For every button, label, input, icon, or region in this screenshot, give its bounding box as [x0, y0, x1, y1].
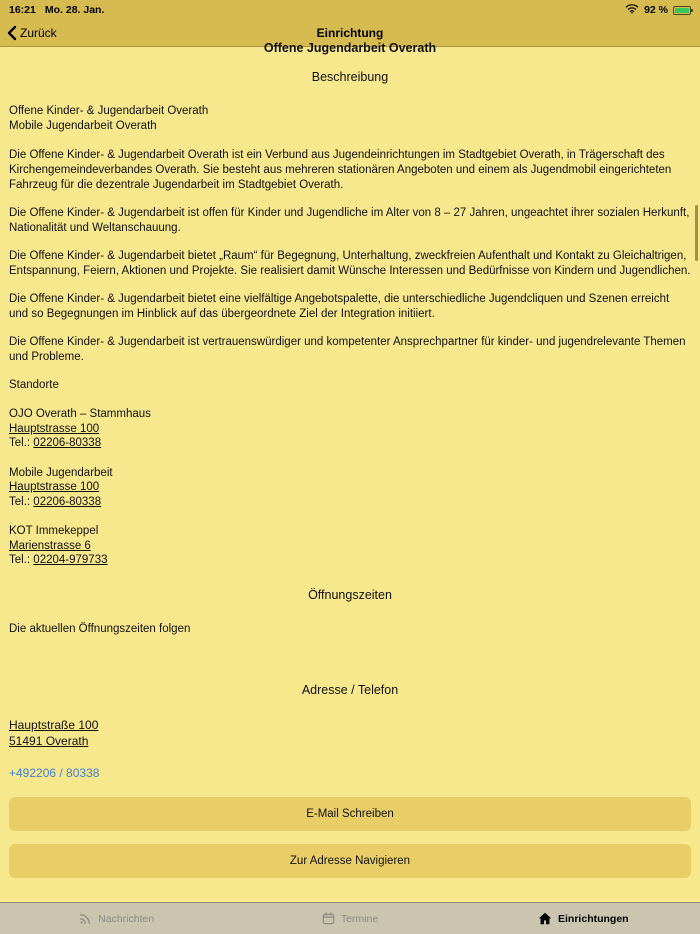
chevron-left-icon	[7, 26, 17, 40]
content-scroll-area[interactable]	[0, 41, 700, 902]
location-name: OJO Overath – Stammhaus	[9, 408, 151, 420]
page-title: Einrichtung	[316, 26, 384, 40]
opening-hours-heading: Öffnungszeiten	[308, 587, 392, 602]
status-date: Mo. 28. Jan.	[44, 4, 105, 16]
feed-icon	[79, 912, 92, 925]
tel-label: Tel.:	[9, 554, 34, 566]
calendar-icon	[322, 912, 335, 925]
tab-termine[interactable]	[233, 903, 466, 934]
tab-label: Nachrichten	[98, 912, 155, 925]
intro-block	[9, 104, 691, 134]
location-name: KOT Immekeppel	[9, 525, 99, 537]
address-block	[9, 717, 691, 749]
status-bar	[0, 0, 700, 20]
location-tel-link[interactable]: 02206-80338	[33, 495, 102, 508]
battery-icon	[673, 6, 691, 15]
description-paragraph: Die Offene Kinder- & Jugendarbeit ist offen für Kinder und Jugendliche im Alter von 8 – 27 Jahren, ungeachtet ihrer sozialen Herkunft, Nationalität und Weltanschauung.	[9, 207, 690, 234]
location-street-link[interactable]: Marienstrasse 6	[9, 539, 91, 552]
status-time: 16:21	[9, 4, 36, 16]
opening-hours-text: Die aktuellen Öffnungszeiten folgen	[9, 622, 191, 635]
address-line1-link[interactable]: Hauptstraße 100	[9, 717, 99, 732]
description-paragraph: Die Offene Kinder- & Jugendarbeit bietet „Raum“ für Begegnung, Unterhaltung, zweckfreien Aufenthalt und Kontakt zu Gleichaltrigen, Entspannung, Feiern, Aktionen und Projekte. Sie realisiert damit Wünsche Interessen und Bedürfnisse von Kindern und Jugendlichen.	[9, 250, 691, 277]
back-button-label: Zurück	[20, 26, 57, 40]
tel-label: Tel.:	[9, 495, 34, 508]
location-street-link[interactable]: Hauptstrasse 100	[9, 481, 100, 493]
email-button[interactable]: E-Mail Schreiben	[9, 797, 691, 831]
tel-label: Tel.:	[9, 437, 34, 449]
scrollbar[interactable]	[695, 205, 698, 261]
wifi-icon	[625, 3, 639, 17]
description-heading: Beschreibung	[311, 70, 389, 84]
battery-percent: 92 %	[644, 4, 668, 16]
tab-label: Einrichtungen	[558, 912, 629, 925]
tab-nachrichten[interactable]	[0, 903, 233, 934]
location-street-link[interactable]: Hauptstrasse 100	[9, 422, 100, 435]
location-tel-link[interactable]: 02204-979733	[33, 554, 108, 566]
intro-line: Mobile Jugendarbeit Overath	[9, 120, 157, 132]
location-entry	[9, 524, 691, 568]
phone-link[interactable]: +492206 / 80338	[9, 765, 100, 780]
description-paragraph: Die Offene Kinder- & Jugendarbeit bietet eine vielfältige Angebotspalette, die unterschiedliche Jugendcliquen und Szenen erreicht und so Begegnungen im Hinblick auf das übergeordnete Ziel der Integration initiiert.	[9, 293, 670, 320]
location-entry	[9, 466, 691, 510]
tab-bar	[0, 902, 700, 934]
locations-heading: Standorte	[9, 379, 59, 391]
back-button[interactable]	[0, 26, 64, 40]
description-paragraph: Die Offene Kinder- & Jugendarbeit ist vertrauenswürdiger und kompetenter Ansprechpartner für kinder- und jugendrelevante Themen und Probleme.	[9, 336, 686, 363]
location-tel-link[interactable]: 02206-80338	[33, 437, 102, 449]
location-name: Mobile Jugendarbeit	[9, 466, 113, 479]
intro-line: Offene Kinder- & Jugendarbeit Overath	[9, 105, 209, 117]
address-line2-link[interactable]: 51491 Overath	[9, 733, 89, 748]
house-icon	[538, 912, 552, 925]
location-entry	[9, 407, 691, 451]
facility-title: Offene Jugendarbeit Overath	[263, 41, 437, 55]
navigate-button[interactable]: Zur Adresse Navigieren	[9, 844, 691, 878]
tab-label: Termine	[340, 912, 379, 925]
address-heading: Adresse / Telefon	[301, 682, 399, 697]
description-paragraph: Die Offene Kinder- & Jugendarbeit Overath ist ein Verbund aus Jugendeinrichtungen im Stadtgebiet Overath, in Trägerschaft des Kirchengemeindeverbandes Overath. Sie besteht aus mehreren stationären Angeboten und einem als Jugendmobil eingerichteten Fahrzeug für die dezentrale Jugendarbeit im Stadtgebiet Overath.	[9, 149, 672, 191]
tab-einrichtungen[interactable]	[467, 903, 700, 934]
